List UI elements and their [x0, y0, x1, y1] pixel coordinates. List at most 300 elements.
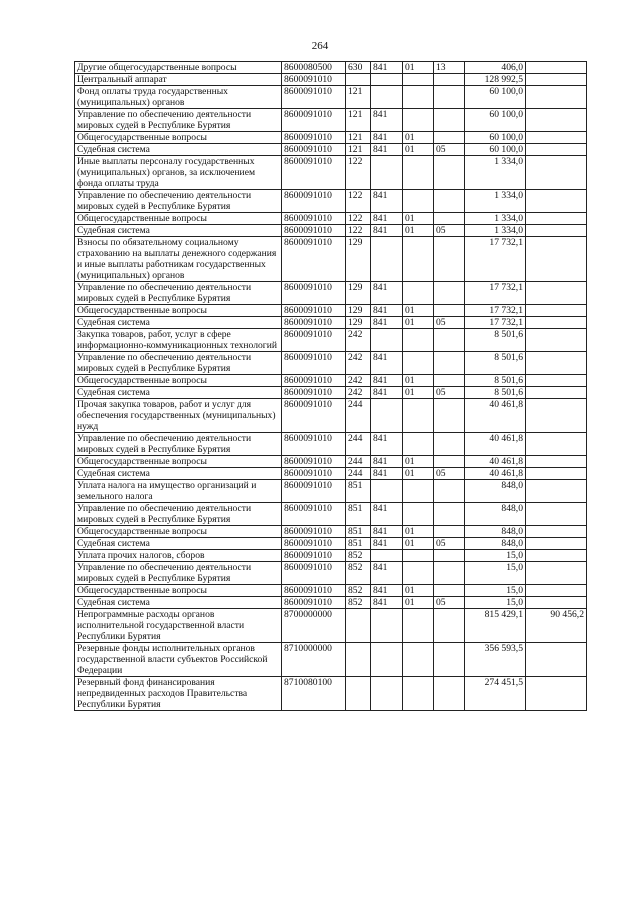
administrator-code-cell: 841	[371, 456, 403, 468]
subsection-code-cell: 05	[434, 317, 465, 329]
amount-extra-cell	[526, 86, 587, 109]
amount-cell: 1 334,0	[465, 213, 526, 225]
section-code-cell	[403, 86, 434, 109]
expense-name-cell: Общегосударственные вопросы	[75, 305, 282, 317]
administrator-code-cell: 841	[371, 585, 403, 597]
section-code-cell: 01	[403, 597, 434, 609]
expense-name-cell: Закупка товаров, работ, услуг в сфере информационно-коммуникационных технологий	[75, 329, 282, 352]
target-code-cell: 8600091010	[282, 317, 346, 329]
administrator-code-cell: 841	[371, 597, 403, 609]
administrator-code-cell: 841	[371, 132, 403, 144]
expense-name-cell: Уплата прочих налогов, сборов	[75, 550, 282, 562]
administrator-code-cell: 841	[371, 503, 403, 526]
amount-cell: 848,0	[465, 503, 526, 526]
subsection-code-cell	[434, 305, 465, 317]
administrator-code-cell	[371, 677, 403, 711]
expense-type-cell: 244	[346, 399, 371, 433]
subsection-code-cell	[434, 190, 465, 213]
expense-type-cell: 851	[346, 480, 371, 503]
target-code-cell: 8600091010	[282, 144, 346, 156]
amount-extra-cell	[526, 433, 587, 456]
amount-cell: 848,0	[465, 480, 526, 503]
amount-extra-cell	[526, 109, 587, 132]
section-code-cell	[403, 74, 434, 86]
expense-type-cell: 851	[346, 526, 371, 538]
amount-cell: 40 461,8	[465, 456, 526, 468]
amount-extra-cell	[526, 237, 587, 282]
administrator-code-cell: 841	[371, 305, 403, 317]
section-code-cell	[403, 609, 434, 643]
expense-type-cell	[346, 677, 371, 711]
subsection-code-cell	[434, 375, 465, 387]
table-row	[75, 399, 587, 433]
expense-name-cell: Общегосударственные вопросы	[75, 375, 282, 387]
amount-cell: 15,0	[465, 585, 526, 597]
amount-cell: 8 501,6	[465, 375, 526, 387]
amount-extra-cell	[526, 190, 587, 213]
target-code-cell: 8710000000	[282, 643, 346, 677]
table-row	[75, 550, 587, 562]
amount-extra-cell	[526, 62, 587, 74]
expense-name-cell: Другие общегосударственные вопросы	[75, 62, 282, 74]
target-code-cell: 8600091010	[282, 387, 346, 399]
target-code-cell: 8600091010	[282, 213, 346, 225]
expense-name-cell: Судебная система	[75, 468, 282, 480]
amount-extra-cell	[526, 144, 587, 156]
amount-extra-cell	[526, 282, 587, 305]
table-row	[75, 132, 587, 144]
table-row	[75, 237, 587, 282]
expense-name-cell: Прочая закупка товаров, работ и услуг для обеспечения государственных (муниципальных) нужд	[75, 399, 282, 433]
administrator-code-cell	[371, 329, 403, 352]
amount-extra-cell	[526, 132, 587, 144]
expense-type-cell: 244	[346, 433, 371, 456]
target-code-cell: 8600091010	[282, 433, 346, 456]
expense-type-cell: 244	[346, 456, 371, 468]
expense-type-cell: 242	[346, 329, 371, 352]
target-code-cell: 8600091010	[282, 74, 346, 86]
amount-extra-cell	[526, 597, 587, 609]
expense-type-cell: 242	[346, 352, 371, 375]
amount-cell: 1 334,0	[465, 156, 526, 190]
expense-name-cell: Непрограммные расходы органов исполнительной государственной власти Республики Бурятия	[75, 609, 282, 643]
amount-cell: 356 593,5	[465, 643, 526, 677]
table-row	[75, 317, 587, 329]
expense-type-cell: 129	[346, 317, 371, 329]
amount-cell: 40 461,8	[465, 399, 526, 433]
amount-extra-cell	[526, 456, 587, 468]
expense-type-cell: 852	[346, 550, 371, 562]
expense-type-cell: 121	[346, 144, 371, 156]
expense-type-cell: 852	[346, 562, 371, 585]
section-code-cell: 01	[403, 62, 434, 74]
expense-name-cell: Судебная система	[75, 538, 282, 550]
amount-extra-cell	[526, 480, 587, 503]
subsection-code-cell	[434, 86, 465, 109]
table-row	[75, 643, 587, 677]
expense-name-cell: Уплата налога на имущество организаций и земельного налога	[75, 480, 282, 503]
administrator-code-cell: 841	[371, 433, 403, 456]
amount-extra-cell	[526, 329, 587, 352]
section-code-cell	[403, 329, 434, 352]
amount-extra-cell	[526, 503, 587, 526]
administrator-code-cell	[371, 480, 403, 503]
administrator-code-cell	[371, 86, 403, 109]
section-code-cell	[403, 352, 434, 375]
subsection-code-cell	[434, 109, 465, 132]
expense-type-cell: 122	[346, 190, 371, 213]
amount-cell: 815 429,1	[465, 609, 526, 643]
target-code-cell: 8700000000	[282, 609, 346, 643]
amount-extra-cell	[526, 562, 587, 585]
section-code-cell: 01	[403, 144, 434, 156]
table-row	[75, 190, 587, 213]
target-code-cell: 8600091010	[282, 352, 346, 375]
amount-cell: 274 451,5	[465, 677, 526, 711]
section-code-cell: 01	[403, 305, 434, 317]
expense-name-cell: Общегосударственные вопросы	[75, 213, 282, 225]
target-code-cell: 8600091010	[282, 225, 346, 237]
target-code-cell: 8600091010	[282, 456, 346, 468]
administrator-code-cell	[371, 74, 403, 86]
amount-extra-cell	[526, 74, 587, 86]
subsection-code-cell	[434, 609, 465, 643]
target-code-cell: 8600091010	[282, 550, 346, 562]
section-code-cell	[403, 282, 434, 305]
table-row	[75, 538, 587, 550]
subsection-code-cell: 05	[434, 144, 465, 156]
administrator-code-cell	[371, 237, 403, 282]
subsection-code-cell	[434, 433, 465, 456]
expense-type-cell: 122	[346, 156, 371, 190]
subsection-code-cell	[434, 526, 465, 538]
administrator-code-cell: 841	[371, 62, 403, 74]
amount-extra-cell	[526, 550, 587, 562]
expense-name-cell: Управление по обеспечению деятельности мировых судей в Республике Бурятия	[75, 503, 282, 526]
amount-cell: 8 501,6	[465, 387, 526, 399]
administrator-code-cell: 841	[371, 352, 403, 375]
subsection-code-cell	[434, 352, 465, 375]
amount-cell: 40 461,8	[465, 468, 526, 480]
target-code-cell: 8710080100	[282, 677, 346, 711]
amount-cell: 848,0	[465, 538, 526, 550]
subsection-code-cell: 05	[434, 468, 465, 480]
expense-type-cell: 244	[346, 468, 371, 480]
table-row	[75, 503, 587, 526]
target-code-cell: 8600091010	[282, 538, 346, 550]
target-code-cell: 8600091010	[282, 399, 346, 433]
target-code-cell: 8600091010	[282, 562, 346, 585]
table-row	[75, 562, 587, 585]
amount-extra-cell	[526, 538, 587, 550]
table-row	[75, 585, 587, 597]
expense-type-cell: 121	[346, 86, 371, 109]
administrator-code-cell	[371, 399, 403, 433]
expense-type-cell: 851	[346, 538, 371, 550]
section-code-cell: 01	[403, 387, 434, 399]
subsection-code-cell	[434, 550, 465, 562]
subsection-code-cell	[434, 237, 465, 282]
section-code-cell	[403, 480, 434, 503]
expense-type-cell: 129	[346, 282, 371, 305]
target-code-cell: 8600080500	[282, 62, 346, 74]
amount-cell: 1 334,0	[465, 225, 526, 237]
target-code-cell: 8600091010	[282, 329, 346, 352]
table-row	[75, 375, 587, 387]
target-code-cell: 8600091010	[282, 132, 346, 144]
page-number: 264	[311, 40, 329, 52]
table-row	[75, 329, 587, 352]
subsection-code-cell: 05	[434, 225, 465, 237]
administrator-code-cell: 841	[371, 109, 403, 132]
amount-extra-cell	[526, 317, 587, 329]
subsection-code-cell	[434, 213, 465, 225]
amount-cell: 15,0	[465, 562, 526, 585]
table-row	[75, 62, 587, 74]
amount-cell: 8 501,6	[465, 329, 526, 352]
target-code-cell: 8600091010	[282, 468, 346, 480]
expense-type-cell	[346, 643, 371, 677]
section-code-cell	[403, 503, 434, 526]
expense-name-cell: Управление по обеспечению деятельности мировых судей в Республике Бурятия	[75, 352, 282, 375]
amount-cell: 60 100,0	[465, 109, 526, 132]
administrator-code-cell: 841	[371, 317, 403, 329]
target-code-cell: 8600091010	[282, 480, 346, 503]
expense-name-cell: Общегосударственные вопросы	[75, 132, 282, 144]
amount-extra-cell	[526, 352, 587, 375]
amount-cell: 848,0	[465, 526, 526, 538]
administrator-code-cell	[371, 643, 403, 677]
table-row	[75, 609, 587, 643]
amount-cell: 1 334,0	[465, 190, 526, 213]
table-row	[75, 352, 587, 375]
section-code-cell	[403, 550, 434, 562]
expense-name-cell: Судебная система	[75, 317, 282, 329]
subsection-code-cell	[434, 282, 465, 305]
table-row	[75, 433, 587, 456]
expense-type-cell: 851	[346, 503, 371, 526]
section-code-cell: 01	[403, 225, 434, 237]
amount-cell: 15,0	[465, 550, 526, 562]
amount-extra-cell	[526, 643, 587, 677]
target-code-cell: 8600091010	[282, 237, 346, 282]
subsection-code-cell	[434, 562, 465, 585]
expense-name-cell: Управление по обеспечению деятельности мировых судей в Республике Бурятия	[75, 109, 282, 132]
target-code-cell: 8600091010	[282, 585, 346, 597]
section-code-cell: 01	[403, 317, 434, 329]
expense-name-cell: Управление по обеспечению деятельности мировых судей в Республике Бурятия	[75, 433, 282, 456]
administrator-code-cell: 841	[371, 538, 403, 550]
expense-type-cell: 242	[346, 375, 371, 387]
subsection-code-cell	[434, 503, 465, 526]
amount-extra-cell	[526, 225, 587, 237]
subsection-code-cell	[434, 74, 465, 86]
amount-extra-cell	[526, 468, 587, 480]
section-code-cell	[403, 399, 434, 433]
amount-cell: 128 992,5	[465, 74, 526, 86]
amount-cell: 17 732,1	[465, 282, 526, 305]
expense-name-cell: Центральный аппарат	[75, 74, 282, 86]
target-code-cell: 8600091010	[282, 282, 346, 305]
amount-cell: 8 501,6	[465, 352, 526, 375]
amount-extra-cell	[526, 375, 587, 387]
subsection-code-cell	[434, 480, 465, 503]
expense-type-cell: 852	[346, 597, 371, 609]
expense-type-cell: 121	[346, 109, 371, 132]
expense-name-cell: Судебная система	[75, 225, 282, 237]
administrator-code-cell: 841	[371, 375, 403, 387]
amount-cell: 40 461,8	[465, 433, 526, 456]
amount-extra-cell	[526, 213, 587, 225]
expense-type-cell: 121	[346, 132, 371, 144]
table-row	[75, 468, 587, 480]
amount-extra-cell	[526, 399, 587, 433]
table-row	[75, 213, 587, 225]
expense-name-cell: Иные выплаты персоналу государственных (муниципальных) органов, за исключением фонда оплаты труда	[75, 156, 282, 190]
table-row	[75, 86, 587, 109]
expense-type-cell: 122	[346, 213, 371, 225]
subsection-code-cell: 05	[434, 538, 465, 550]
target-code-cell: 8600091010	[282, 109, 346, 132]
target-code-cell: 8600091010	[282, 156, 346, 190]
budget-table-body	[75, 62, 587, 711]
table-row	[75, 456, 587, 468]
expense-type-cell: 122	[346, 225, 371, 237]
table-row	[75, 305, 587, 317]
table-row	[75, 156, 587, 190]
subsection-code-cell	[434, 329, 465, 352]
expense-type-cell	[346, 74, 371, 86]
table-row	[75, 74, 587, 86]
amount-extra-cell	[526, 585, 587, 597]
amount-cell: 60 100,0	[465, 86, 526, 109]
section-code-cell	[403, 156, 434, 190]
administrator-code-cell: 841	[371, 562, 403, 585]
administrator-code-cell: 841	[371, 213, 403, 225]
administrator-code-cell: 841	[371, 468, 403, 480]
section-code-cell: 01	[403, 456, 434, 468]
expense-name-cell: Судебная система	[75, 597, 282, 609]
section-code-cell	[403, 190, 434, 213]
section-code-cell	[403, 237, 434, 282]
section-code-cell: 01	[403, 213, 434, 225]
section-code-cell: 01	[403, 585, 434, 597]
expense-name-cell: Управление по обеспечению деятельности мировых судей в Республике Бурятия	[75, 282, 282, 305]
target-code-cell: 8600091010	[282, 375, 346, 387]
amount-cell: 60 100,0	[465, 132, 526, 144]
table-row	[75, 480, 587, 503]
expense-type-cell	[346, 609, 371, 643]
section-code-cell	[403, 109, 434, 132]
table-row	[75, 109, 587, 132]
expense-name-cell: Судебная система	[75, 387, 282, 399]
section-code-cell: 01	[403, 375, 434, 387]
expense-type-cell: 129	[346, 305, 371, 317]
amount-extra-cell: 90 456,2	[526, 609, 587, 643]
amount-cell: 15,0	[465, 597, 526, 609]
expense-name-cell: Резервные фонды исполнительных органов государственной власти субъектов Российской Федерации	[75, 643, 282, 677]
expense-name-cell: Общегосударственные вопросы	[75, 526, 282, 538]
table-row	[75, 282, 587, 305]
budget-table	[74, 61, 587, 711]
section-code-cell: 01	[403, 468, 434, 480]
amount-extra-cell	[526, 387, 587, 399]
section-code-cell	[403, 643, 434, 677]
target-code-cell: 8600091010	[282, 190, 346, 213]
expense-type-cell: 129	[346, 237, 371, 282]
subsection-code-cell	[434, 399, 465, 433]
target-code-cell: 8600091010	[282, 597, 346, 609]
administrator-code-cell	[371, 609, 403, 643]
amount-cell: 17 732,1	[465, 317, 526, 329]
amount-cell: 17 732,1	[465, 305, 526, 317]
expense-name-cell: Управление по обеспечению деятельности мировых судей в Республике Бурятия	[75, 190, 282, 213]
administrator-code-cell	[371, 156, 403, 190]
subsection-code-cell: 05	[434, 597, 465, 609]
amount-extra-cell	[526, 677, 587, 711]
section-code-cell	[403, 677, 434, 711]
table-row	[75, 526, 587, 538]
subsection-code-cell	[434, 585, 465, 597]
section-code-cell: 01	[403, 526, 434, 538]
administrator-code-cell: 841	[371, 225, 403, 237]
section-code-cell	[403, 562, 434, 585]
expense-name-cell: Судебная система	[75, 144, 282, 156]
table-row	[75, 144, 587, 156]
administrator-code-cell	[371, 550, 403, 562]
subsection-code-cell	[434, 132, 465, 144]
subsection-code-cell	[434, 456, 465, 468]
expense-name-cell: Резервный фонд финансирования непредвиденных расходов Правительства Республики Бурятия	[75, 677, 282, 711]
administrator-code-cell: 841	[371, 526, 403, 538]
expense-name-cell: Фонд оплаты труда государственных (муниципальных) органов	[75, 86, 282, 109]
amount-cell: 60 100,0	[465, 144, 526, 156]
table-row	[75, 677, 587, 711]
administrator-code-cell: 841	[371, 190, 403, 213]
administrator-code-cell: 841	[371, 144, 403, 156]
target-code-cell: 8600091010	[282, 305, 346, 317]
amount-extra-cell	[526, 156, 587, 190]
table-row	[75, 225, 587, 237]
amount-extra-cell	[526, 526, 587, 538]
expense-type-cell: 242	[346, 387, 371, 399]
target-code-cell: 8600091010	[282, 526, 346, 538]
subsection-code-cell: 05	[434, 387, 465, 399]
expense-type-cell: 852	[346, 585, 371, 597]
amount-cell: 17 732,1	[465, 237, 526, 282]
expense-name-cell: Общегосударственные вопросы	[75, 585, 282, 597]
target-code-cell: 8600091010	[282, 503, 346, 526]
administrator-code-cell: 841	[371, 282, 403, 305]
target-code-cell: 8600091010	[282, 86, 346, 109]
subsection-code-cell	[434, 677, 465, 711]
subsection-code-cell	[434, 156, 465, 190]
administrator-code-cell: 841	[371, 387, 403, 399]
expense-name-cell: Управление по обеспечению деятельности мировых судей в Республике Бурятия	[75, 562, 282, 585]
section-code-cell: 01	[403, 132, 434, 144]
amount-extra-cell	[526, 305, 587, 317]
section-code-cell	[403, 433, 434, 456]
table-row	[75, 597, 587, 609]
expense-name-cell: Общегосударственные вопросы	[75, 456, 282, 468]
amount-cell: 406,0	[465, 62, 526, 74]
subsection-code-cell: 13	[434, 62, 465, 74]
subsection-code-cell	[434, 643, 465, 677]
expense-type-cell: 630	[346, 62, 371, 74]
section-code-cell: 01	[403, 538, 434, 550]
expense-name-cell: Взносы по обязательному социальному страхованию на выплаты денежного содержания и иные выплаты работникам государственных (муниципальных) органов	[75, 237, 282, 282]
table-row	[75, 387, 587, 399]
